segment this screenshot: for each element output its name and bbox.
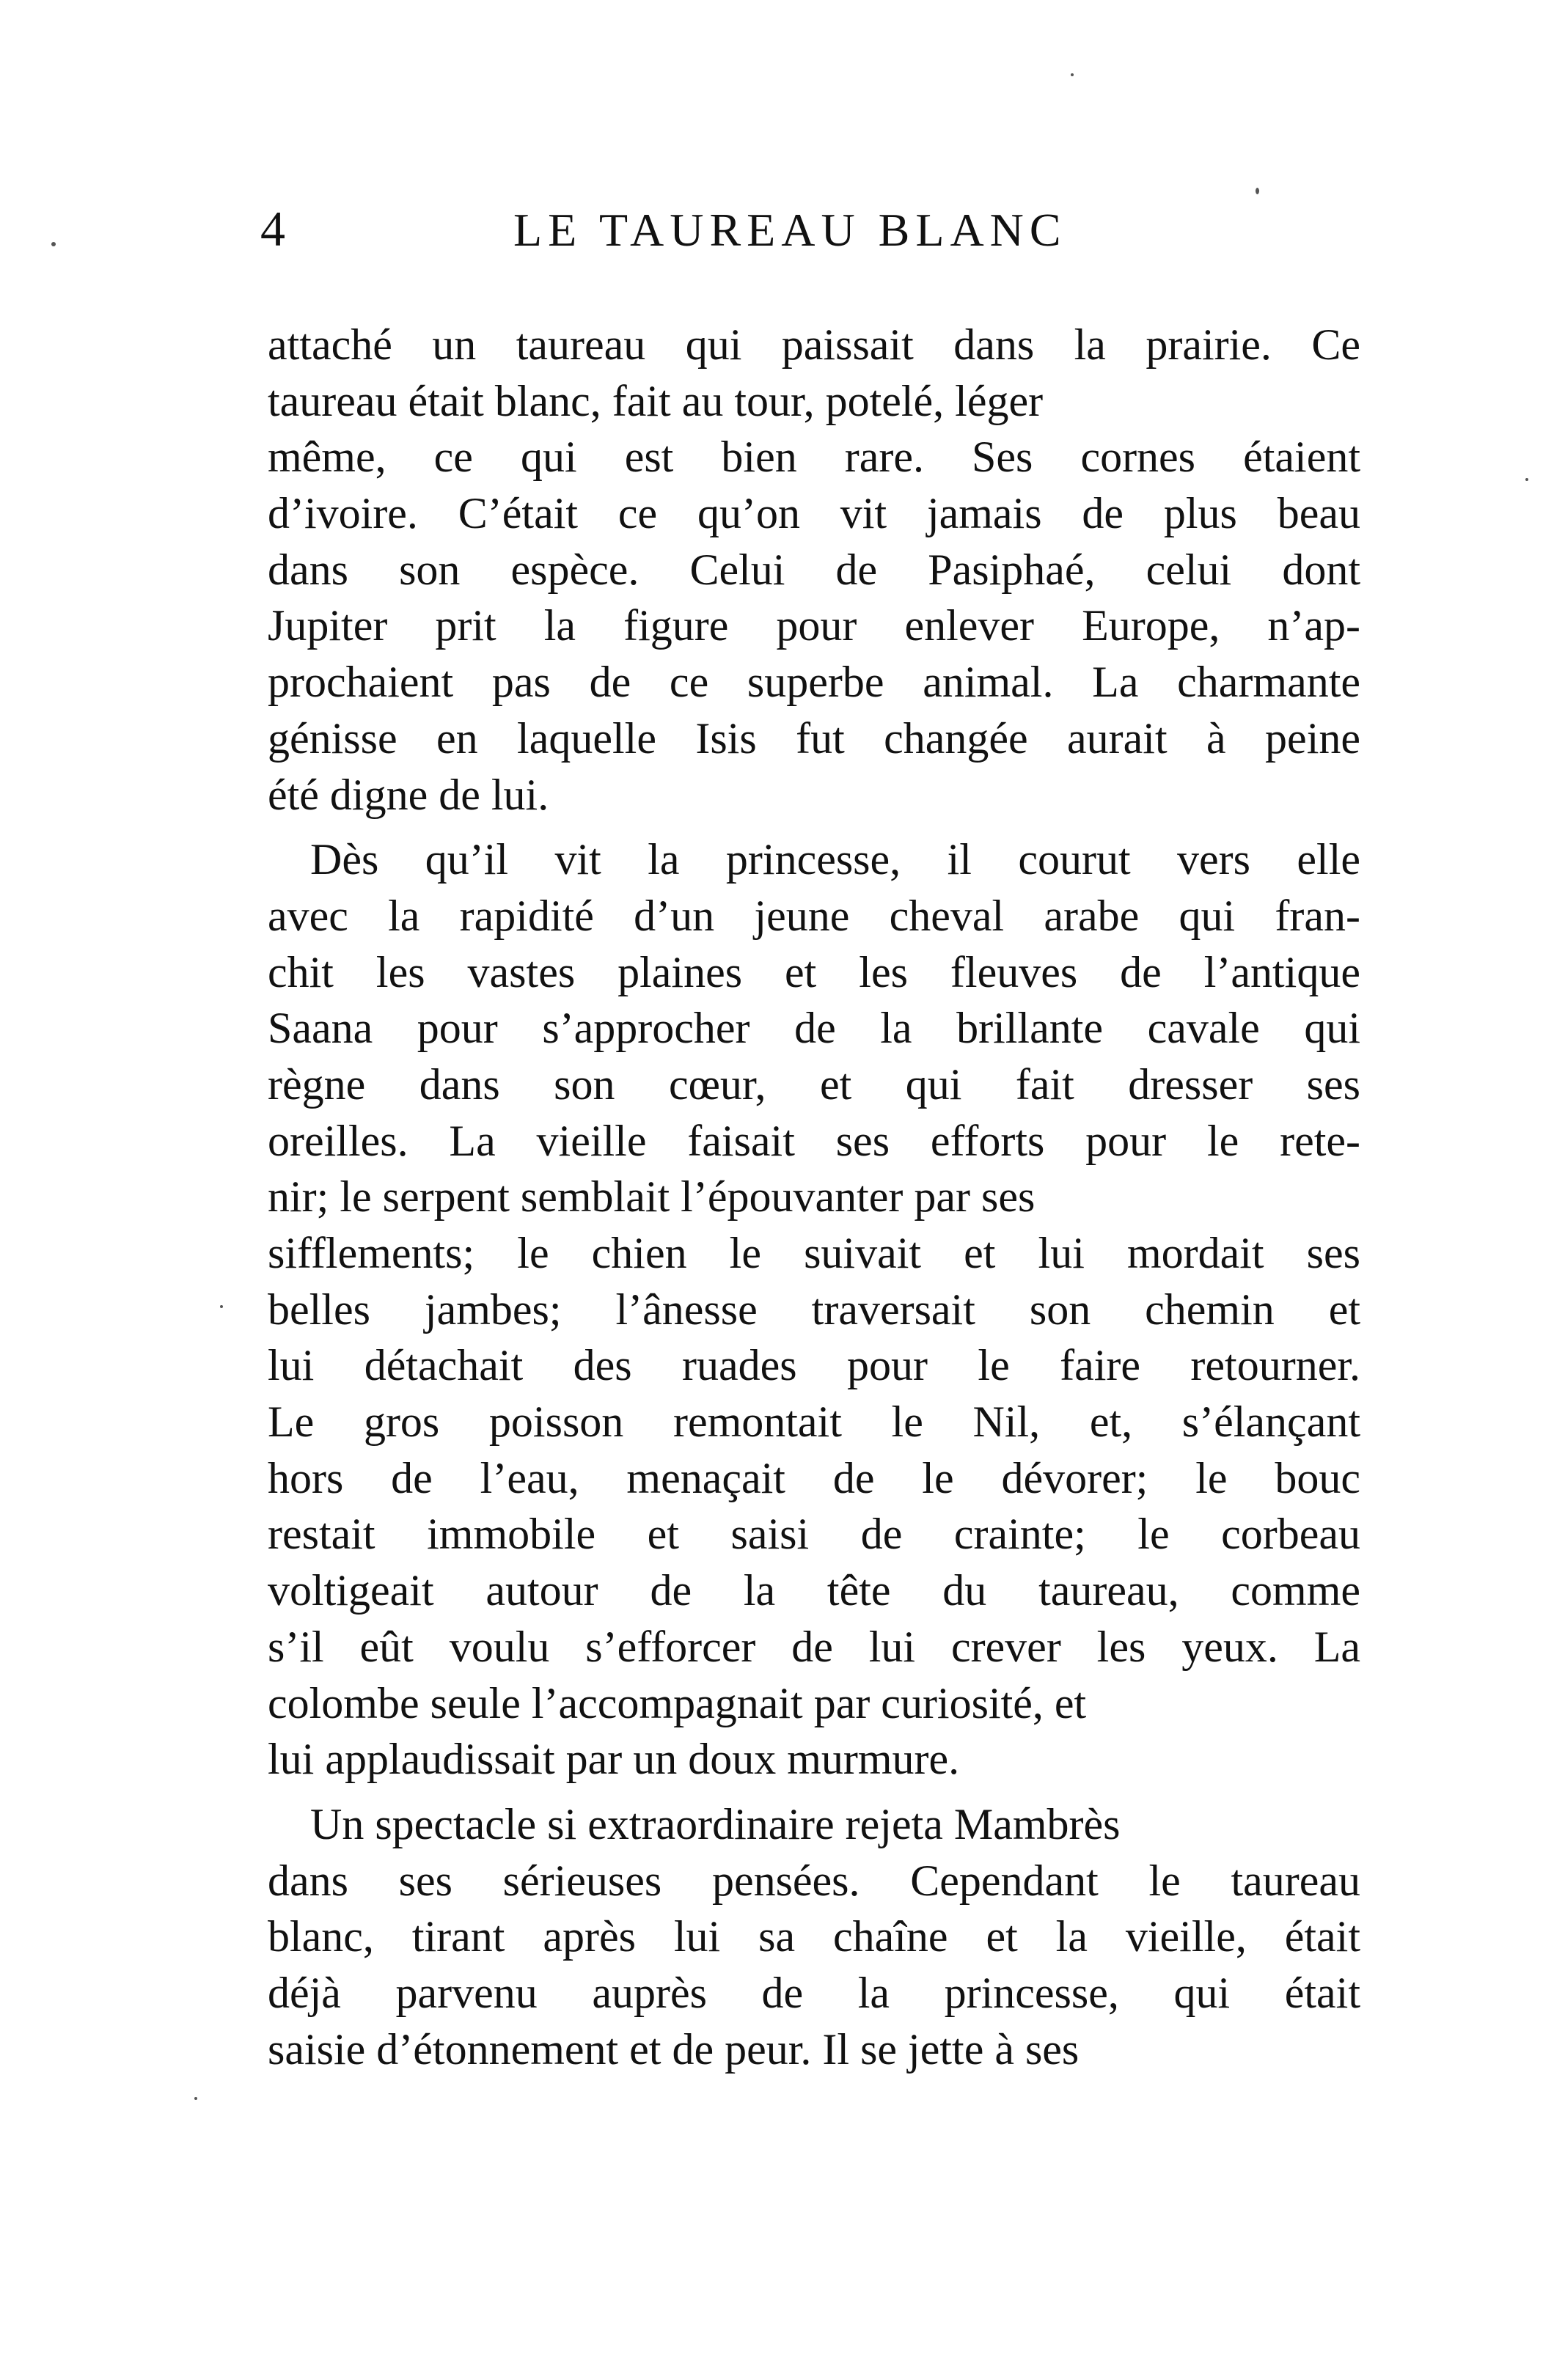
scan-speck	[194, 2097, 197, 2100]
text-line: blanc, tirant après lui sa chaîne et la vieille, était	[268, 1912, 1360, 1961]
scan-speck	[1256, 188, 1259, 194]
text-line: colombe seule l’accompagnait par curiosité, et	[268, 1678, 1087, 1727]
text-line: dans ses sérieuses pensées. Cependant le taureau	[268, 1856, 1360, 1905]
paragraph-2	[268, 831, 1360, 1788]
scan-speck	[1071, 73, 1074, 76]
text-line: s’il eût voulu s’efforcer de lui crever les yeux. La	[268, 1622, 1360, 1671]
text-line: lui détachait des ruades pour le faire retourner.	[268, 1341, 1360, 1390]
text-line: restait immobile et saisi de crainte; le corbeau	[268, 1510, 1360, 1559]
text-line: Dès qu’il vit la princesse, il courut vers elle	[310, 835, 1360, 884]
text-line: Saana pour s’approcher de la brillante cavale qui	[268, 1004, 1360, 1053]
body-text	[268, 317, 1360, 2077]
text-line: déjà parvenu auprès de la princesse, qui était	[268, 1968, 1360, 2017]
text-line: avec la rapidité d’un jeune cheval arabe qui fran-	[268, 891, 1360, 940]
text-line: hors de l’eau, menaçait de le dévorer; le bouc	[268, 1453, 1360, 1502]
text-line: sifflements; le chien le suivait et lui mordait ses	[268, 1229, 1360, 1277]
scan-speck	[51, 242, 56, 246]
text-line: été digne de lui.	[268, 770, 549, 819]
text-line: nir; le serpent semblait l’épouvanter par ses	[268, 1172, 1036, 1222]
paragraph-gap	[268, 823, 1360, 831]
text-line: voltigeait autour de la tête du taureau, comme	[268, 1566, 1360, 1615]
paragraph-3	[268, 1796, 1360, 2077]
text-line: dans son espèce. Celui de Pasiphaé, celui dont	[268, 545, 1360, 594]
text-line: attaché un taureau qui paissait dans la prairie. Ce	[268, 320, 1360, 369]
text-line: Le gros poisson remontait le Nil, et, s’élançant	[268, 1397, 1360, 1447]
text-line: Un spectacle si extraordinaire rejeta Mambrès	[310, 1799, 1121, 1848]
text-line: même, ce qui est bien rare. Ses cornes étaient	[268, 433, 1360, 482]
text-line: d’ivoire. C’était ce qu’on vit jamais de plus beau	[268, 489, 1360, 538]
scan-speck	[1525, 478, 1528, 481]
text-line: belles jambes; l’ânesse traversait son chemin et	[268, 1285, 1360, 1334]
paragraph-1	[268, 317, 1360, 823]
text-line: saisie d’étonnement et de peur. Il se jette à ses	[268, 2024, 1080, 2074]
text-line: prochaient pas de ce superbe animal. La charmante	[268, 658, 1360, 707]
scan-speck	[220, 1305, 223, 1308]
text-line: lui applaudissait par un doux murmure.	[268, 1735, 960, 1784]
paragraph-gap	[268, 1788, 1360, 1796]
text-line: Jupiter prit la figure pour enlever Europe, n’ap-	[268, 601, 1360, 650]
running-title: LE TAUREAU BLANC	[513, 204, 1067, 256]
text-line: chit les vastes plaines et les fleuves de l’antique	[268, 947, 1360, 996]
text-line: règne dans son cœur, et qui fait dresser ses	[268, 1059, 1360, 1109]
text-line: oreilles. La vieille faisait ses efforts pour le rete-	[268, 1116, 1360, 1165]
page-number: 4	[260, 201, 285, 257]
text-line: taureau était blanc, fait au tour, potelé, léger	[268, 376, 1044, 425]
text-line: génisse en laquelle Isis fut changée aurait à peine	[268, 713, 1360, 763]
